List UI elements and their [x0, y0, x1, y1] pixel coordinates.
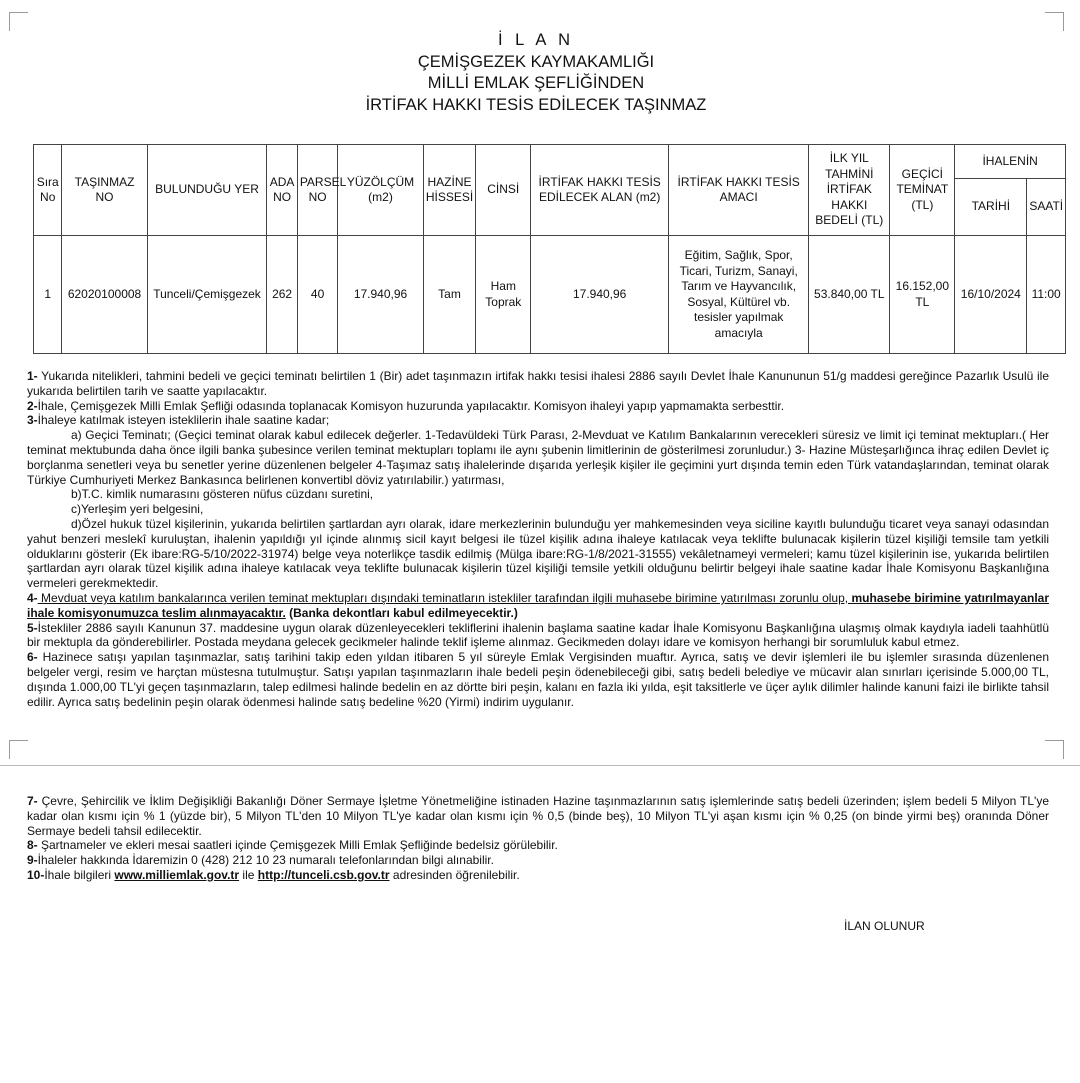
table-header-row: [34, 145, 1066, 179]
clauses-page-2: [27, 794, 1049, 883]
col-header-cinsi: CİNSİ: [476, 145, 531, 236]
clause-4: [27, 591, 1049, 621]
heading-kaymakamlik: ÇEMİŞGEZEK KAYMAKAMLIĞI: [417, 52, 655, 71]
clause-6-text: Hazinece satışı yapılan taşınmazlar, satış tarihini takip eden yıldan itibaren 5 yıl süreyle Emlak Vergisinden muaftır. Ayrıca, satış ve devir işlemleri ile bu işlemler sırasında düzenlenen belgeler vergi, resim ve harçtan müstesna tutulmuştur. Satışı yapılan taşınmazların ihale bedeli peşin ödenebileceği gibi, satış bedeli belediye ve mücavir alan sınırları içerisinde 5.000,00 TL, dışında 1.000,00 TL'yi geçen taşınmazların, talep edilmesi halinde bedelin en az dörtte biri peşin, kalanı en fazla iki yılda, eşit taksitlerle ve üçer aylık dilimler halinde kanuni faizi ile birlikte tahsil edilir. Ayrıca satış bedelinin peşin olarak ödenmesi halinde satış bedeline %20 (Yirmi) indirim uygulanır.: [27, 650, 1049, 709]
document-heading: [0, 30, 1072, 116]
clause-6: [27, 650, 1049, 709]
page-break-line: [0, 765, 1080, 766]
clause-3d: d)Özel hukuk tüzel kişilerinin, yukarıda belirtilen şartlardan ayrı olarak, idare merkezlerinin bulunduğu yer mahkemesinden veya siciline kayıtlı bulunduğu ticaret veya sanayi odasından yahut benzeri meslekî kuruluştan, ihalenin yapıldığı yıl içinde alınmış sicil kayıt belgesi ile tüzel kişilik adına ihaleye katılacak veya teklifte bulunacak kişilerin tüzel kişiliği temsile tam yetkili olduklarını gösterir (Ek ibare:RG-5/10/2022-31974) belge veya noterlikçe tasdik edilmiş (Mülga ibare:RG-1/8/2021-31555) vekâletnameyi vermeleri; kamu tüzel kişilerinin ise, yukarıda belirtilen şartlardan ayrı olarak tüzel kişilik adına ihaleye katılacak veya teklifte bulunacak kişilerin tüzel kişiliği temsile yetkili olduğunu belirtir belgeyi ihale saatine kadar İhale Komisyonu Başkanlığına vermeleri gerekmektedir.: [27, 516, 1049, 591]
clause-1-number: 1-: [27, 369, 38, 383]
clause-1: [27, 369, 1049, 399]
clause-7-text: Çevre, Şehircilik ve İklim Değişikliği Bakanlığı Döner Sermaye İşletme Yönetmeliğine istinaden Hazine taşınmazlarının satış işlemlerinde satış bedeli üzerinden; işlem bedeli 5 Milyon TL'ye kadar olan kısmı için % 1 (yüzde bir), 5 Milyon TL'den 10 Milyon TL'ye kadar olan kısmı için % 0,5 (binde beş), 10 Milyon TL'yi aşan kısmı için % 0,25 (on binde yirmi beş) oranında Döner Sermaye bedeli tahsil edilecektir.: [27, 794, 1049, 838]
clause-10-number: 10-: [27, 867, 45, 882]
clause-9-text: İhaleler hakkında İdaremizin 0 (428) 212 10 23 numaralı telefonlarından bilgi alınabilir.: [37, 853, 494, 868]
clause-3-number: 3-: [27, 413, 38, 428]
col-header-ihalenin: İHALENİN: [955, 145, 1066, 179]
clause-6-number: 6-: [27, 650, 38, 665]
cell-tasinmaz-no: 62020100008: [62, 236, 147, 354]
cell-yuzolcum: 17.940,96: [338, 236, 423, 354]
cell-bulundugu-yer: Tunceli/Çemişgezek: [147, 236, 267, 354]
ilan-olunur: İLAN OLUNUR: [844, 919, 925, 933]
table-row: [34, 236, 1066, 354]
crop-mark-top-left: [9, 12, 28, 31]
cell-irtifak-alan: 17.940,96: [531, 236, 669, 354]
clause-4-bold: (Banka dekontları kabul edilmeyecektir.): [285, 605, 518, 620]
cell-cinsi: Ham Toprak: [476, 236, 531, 354]
crop-mark-bottom-right: [1045, 740, 1064, 759]
col-header-saati: SAATİ: [1027, 179, 1066, 236]
col-header-ilk-yil-bedeli: İLK YIL TAHMİNİ İRTİFAK HAKKI BEDELİ (TL): [809, 145, 890, 236]
clause-5-text: İstekliler 2886 sayılı Kanunun 37. maddesine uygun olarak düzenleyecekleri tekliflerini ihalenin başlama saatine kadar İhale Komisyonu Başkanlığına ulaşmış olmak kaydıyla iadeli taahhütlü bir mektupla da gönderebilirler. Postada meydana gelecek gecikmeler halinde teklif işleme alınmaz. Gecikmeden dolayı idare ve komisyon herhangi bir sorumluluk kabul etmez.: [27, 620, 1049, 650]
clause-1-text: Yukarıda nitelikleri, tahmini bedeli ve geçici teminatı belirtilen 1 (Bir) adet taşınmazın irtifak hakkı tesisi ihalesi 2886 sayılı Devlet İhale Kanununun 51/g maddesi gereğince Pazarlık Usulü ile yukarıda belirtilen tarih ve saatte yapılacaktır.: [27, 369, 1049, 398]
clause-2-text: İhale, Çemişgezek Milli Emlak Şefliği odasında toplanacak Komisyon huzurunda yapılacaktır. Komisyon ihaleyi yapıp yapmamakta serbesttir.: [37, 398, 785, 413]
clause-5-number: 5-: [27, 620, 38, 635]
col-header-tarihi: TARİHİ: [955, 179, 1027, 236]
col-header-ada-no: ADA NO: [267, 145, 297, 236]
col-header-irtifak-amaci: İRTİFAK HAKKI TESİS AMACI: [669, 145, 809, 236]
heading-milli-emlak: MİLLİ EMLAK ŞEFLİĞİNDEN: [427, 74, 645, 92]
clause-10-suffix: adresinden öğrenilebilir.: [389, 867, 520, 882]
clause-3b: b)T.C. kimlik numarasını gösteren nüfus cüzdanı suretini,: [71, 487, 374, 502]
cell-hazine-hissesi: Tam: [423, 236, 476, 354]
col-header-yuzolcum: YÜZÖLÇÜM (m2): [338, 145, 423, 236]
cell-ilk-yil-bedeli: 53.840,00 TL: [809, 236, 890, 354]
cell-parsel-no: 40: [297, 236, 338, 354]
col-header-sira: Sıra No: [34, 145, 62, 236]
cell-saati: 11:00: [1027, 236, 1066, 354]
clause-2-number: 2-: [27, 398, 38, 413]
clause-8-text: Şartnameler ve ekleri mesai saatleri içinde Çemişgezek Milli Emlak Şefliğinde bedelsiz görülebilir.: [37, 838, 558, 853]
heading-ilan: İ L A N: [497, 31, 574, 49]
col-header-bulundugu-yer: BULUNDUĞU YER: [147, 145, 267, 236]
cell-sira: 1: [34, 236, 62, 354]
clause-3a: a) Geçici Teminatı; (Geçici teminat olarak kabul edilecek değerler. 1-Tedavüldeki Türk Parası, 2-Mevduat ve Katılım Bankalarının verecekleri süresiz ve limit içi teminat mektupları.( Her teminat mektubunda daha önce ilgili banka şubesince verilen teminat mektupları toplamı ile aynı şubenin limitlerinin de gösterilmesi zorunludur.) 3- Hazine Müsteşarlığınca ihraç edilen Devlet iç borçlanma senetleri veya bu senetler yerine düzenlenen belgeler 4-Taşımaz satış ihalelerinde dışarıda yerleşik kişiler ile geçimini yurt dışında temin eden Türk vatandaşlarından, teminat olarak Türkiye Cumhuriyeti Merkez Bankasınca belirlenen konvertibl döviz yatırılabilir.) yatırması,: [27, 428, 1049, 487]
clause-4-text: Mevduat veya katılım bankalarınca verilen teminat mektupları dışındaki teminatların istekliler tarafından ilgili muhasebe birimine yatırılması zorunlu olup,: [37, 590, 852, 605]
col-header-hazine-hissesi: HAZİNE HİSSESİ: [423, 145, 476, 236]
col-header-irtifak-alan: İRTİFAK HAKKI TESİS EDİLECEK ALAN (m2): [531, 145, 669, 236]
clause-10: [27, 868, 1049, 883]
clause-3c: c)Yerleşim yeri belgesini,: [71, 502, 204, 517]
col-header-parsel-no: PARSEL NO: [297, 145, 338, 236]
clause-4-bold-underlined: muhasebe birimine yatırılmayanlar ihale komisyonumuzca teslim alınmayacaktır.: [27, 590, 1049, 620]
clause-2: [27, 399, 1049, 414]
clause-4-number: 4-: [27, 590, 38, 605]
tunceli-csb-link[interactable]: http://tunceli.csb.gov.tr: [257, 867, 390, 882]
clause-3-text: İhaleye katılmak isteyen isteklilerin ihale saatine kadar;: [37, 413, 330, 428]
cell-tarihi: 16/10/2024: [955, 236, 1027, 354]
clauses-page-1: [27, 369, 1049, 709]
clause-3: [27, 413, 1049, 428]
cell-irtifak-amaci: Eğitim, Sağlık, Spor, Ticari, Turizm, Sanayi, Tarım ve Hayvancılık, Sosyal, Kültürel vb. tesisler yapılmak amacıyla: [669, 236, 809, 354]
property-table: [33, 144, 1066, 354]
clause-9-number: 9-: [27, 853, 38, 868]
col-header-tasinmaz-no: TAŞINMAZ NO: [62, 145, 147, 236]
crop-mark-top-right: [1045, 12, 1064, 31]
cell-gecici-teminat: 16.152,00 TL: [890, 236, 955, 354]
clause-7-number: 7-: [27, 794, 38, 808]
heading-title: İRTİFAK HAKKI TESİS EDİLECEK TAŞINMAZ: [365, 95, 707, 114]
col-header-gecici-teminat: GEÇİCİ TEMİNAT (TL): [890, 145, 955, 236]
clause-5: [27, 621, 1049, 651]
cell-ada-no: 262: [267, 236, 297, 354]
milliemlak-link[interactable]: www.milliemlak.gov.tr: [114, 867, 240, 882]
crop-mark-bottom-left: [9, 740, 28, 759]
clause-9: [27, 853, 1049, 868]
clause-7: [27, 794, 1049, 838]
clause-10-middle: ile: [239, 867, 258, 882]
clause-8: [27, 838, 1049, 853]
clause-8-number: 8-: [27, 838, 38, 853]
clause-10-prefix: İhale bilgileri: [44, 867, 115, 882]
